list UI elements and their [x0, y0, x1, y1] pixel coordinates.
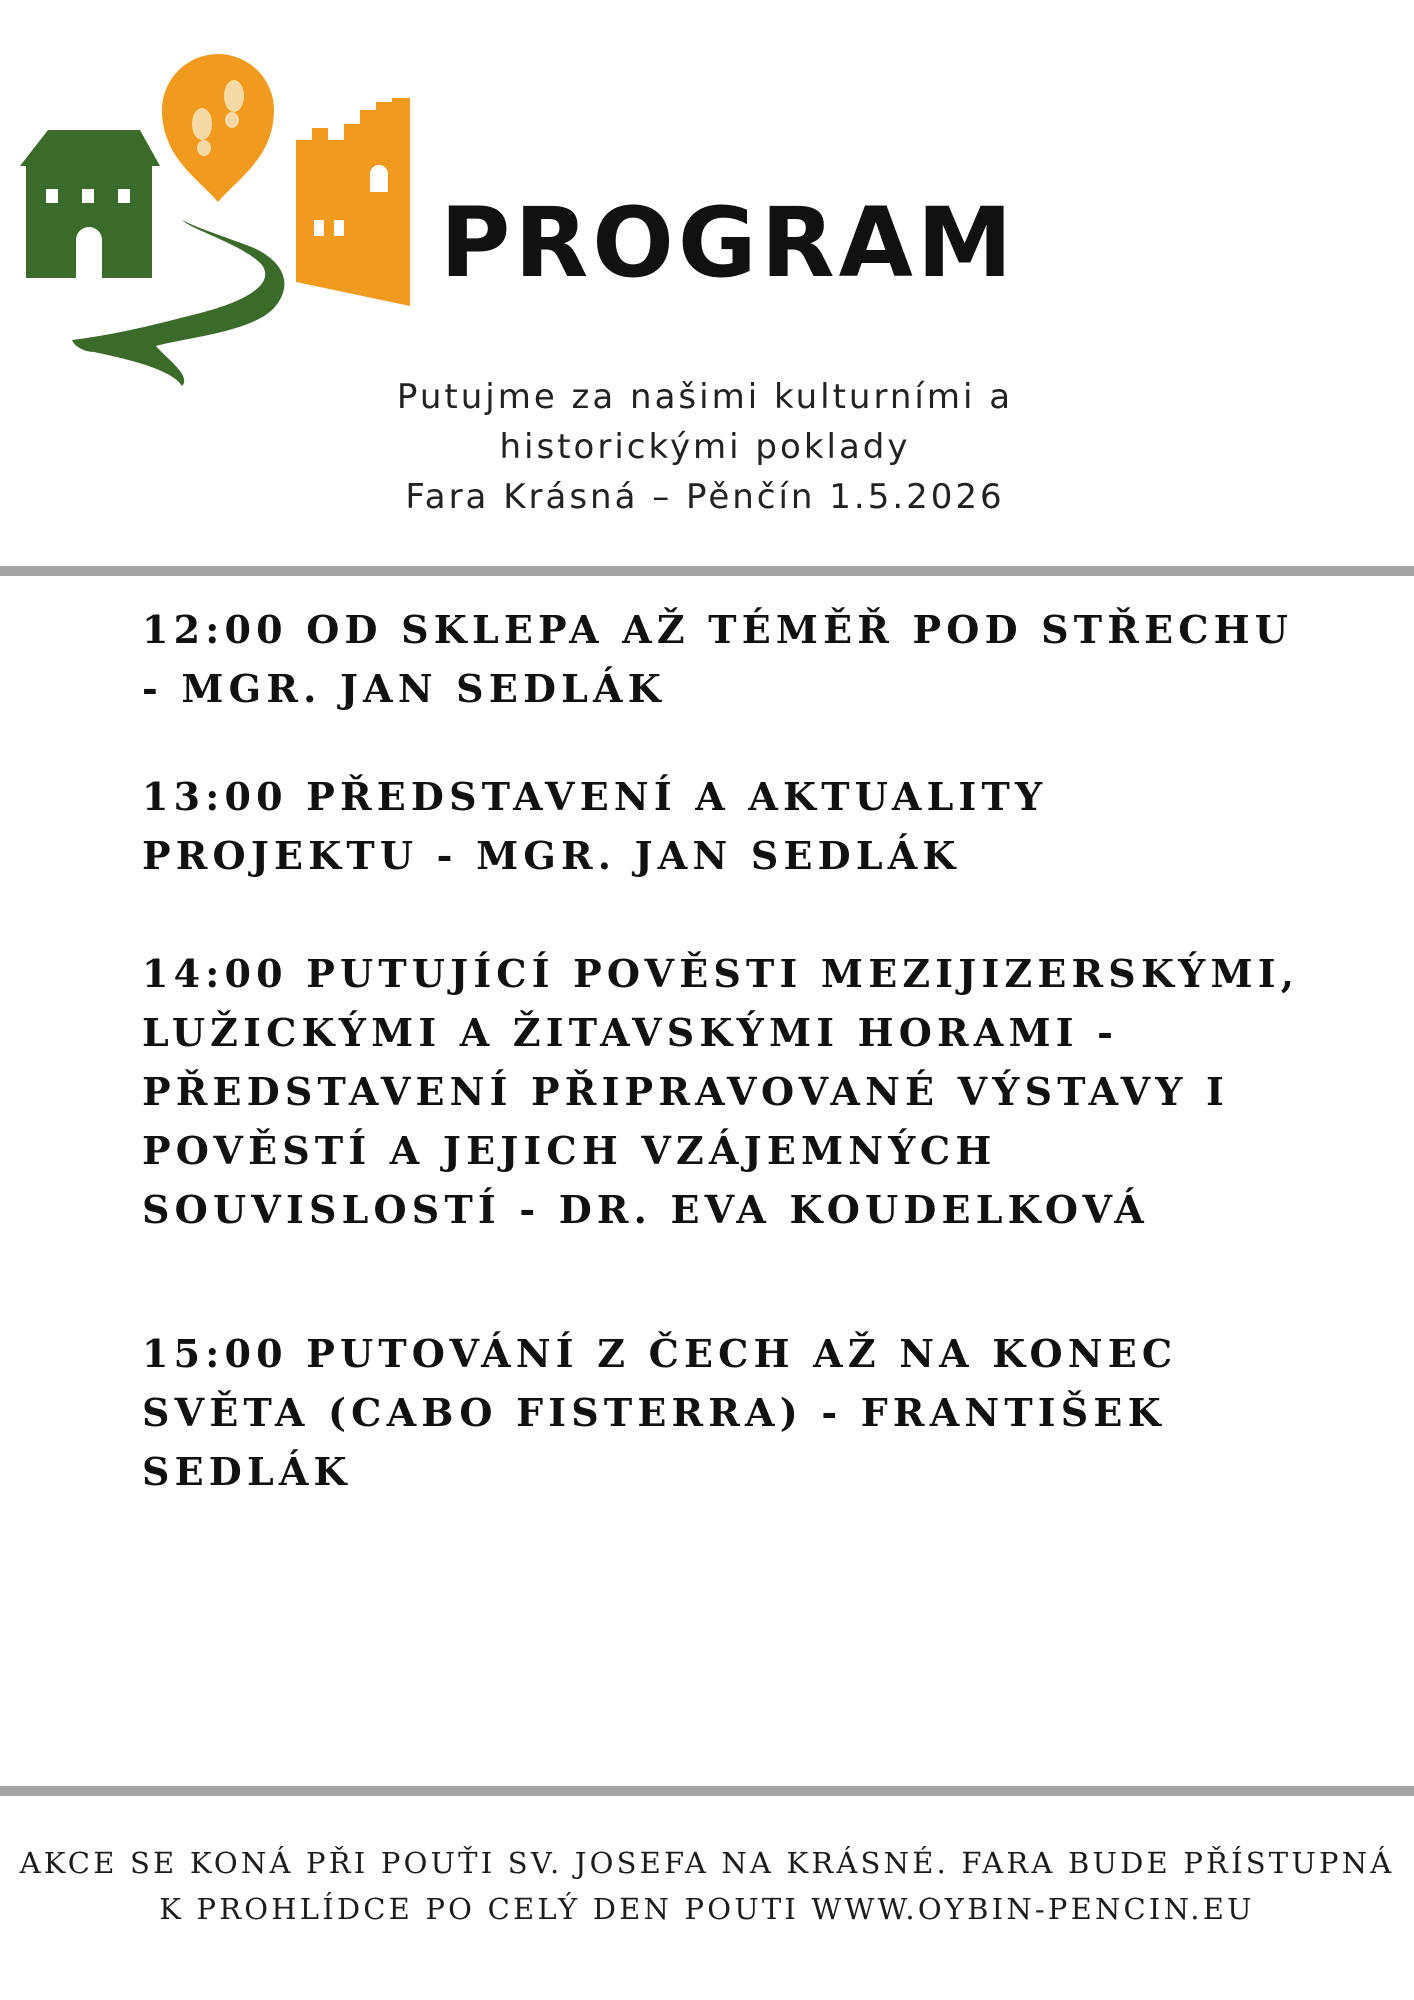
program-item-line: PROJEKTU - MGR. JAN SEDLÁK [142, 833, 961, 878]
program-item-line: 13:00 PŘEDSTAVENÍ A AKTUALITY [142, 774, 1048, 819]
logo [14, 40, 424, 400]
bottom-divider [0, 1786, 1414, 1796]
footer-note [0, 1840, 1414, 1932]
subtitle-line: historickými poklady [499, 427, 911, 467]
location-pin-icon [162, 54, 274, 202]
program-item-line: LUŽICKÝMI A ŽITAVSKÝMI HORAMI - [142, 1010, 1119, 1055]
program-item-line: SEDLÁK [142, 1449, 352, 1494]
program-item-line: POVĚSTÍ A JEJICH VZÁJEMNÝCH [142, 1128, 997, 1173]
top-divider [0, 566, 1414, 576]
program-item-line: 14:00 PUTUJÍCÍ POVĚSTI MEZIJIZERSKÝMI, [142, 951, 1300, 996]
program-item-line: SOUVISLOSTÍ - DR. EVA KOUDELKOVÁ [142, 1187, 1149, 1232]
subtitle-line: Fara Krásná – Pěnčín 1.5.2026 [405, 477, 1005, 517]
program-item-line: SVĚTA (CABO FISTERRA) - FRANTIŠEK [142, 1390, 1166, 1435]
program-item [142, 944, 1300, 1239]
program-item-line: PŘEDSTAVENÍ PŘIPRAVOVANÉ VÝSTAVY I [142, 1069, 1230, 1114]
program-item-line: 15:00 PUTOVÁNÍ Z ČECH AŽ NA KONEC [142, 1331, 1178, 1376]
program-item-line: 12:00 OD SKLEPA AŽ TÉMĚŘ POD STŘECHU [142, 607, 1294, 652]
footer-line: AKCE SE KONÁ PŘI POUŤI SV. JOSEFA NA KRÁSNÉ. FARA BUDE PŘÍSTUPNÁ [19, 1846, 1395, 1880]
footer-line: K PROHLÍDCE PO CELÝ DEN POUTI WWW.OYBIN-PENCIN.EU [159, 1892, 1255, 1926]
subtitle [300, 372, 1110, 522]
program-item [142, 1324, 1262, 1501]
house-icon [20, 130, 160, 278]
program-item [142, 767, 1262, 885]
program-list [142, 600, 1300, 1501]
castle-ruin-icon [296, 98, 410, 306]
subtitle-line: Putujme za našimi kulturními a [396, 377, 1014, 417]
program-item-line: - MGR. JAN SEDLÁK [142, 666, 666, 711]
program-item [142, 600, 1294, 718]
page-title: PROGRAM [440, 187, 1017, 299]
